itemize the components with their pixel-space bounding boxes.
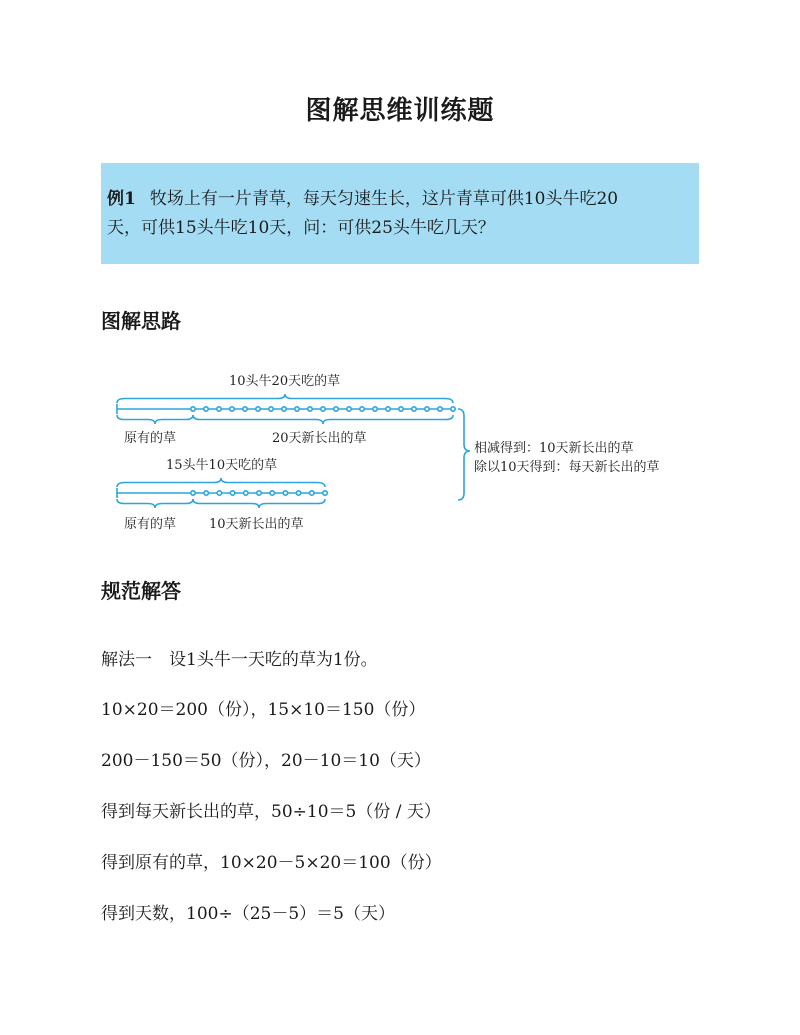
bar2-day-dot [283, 491, 287, 495]
page-title: 图解思维训练题 [305, 96, 495, 126]
bar2-growth-label: 10天新长出的草 [209, 517, 304, 532]
example-label: 例1 [107, 189, 136, 209]
comparison-brace [458, 409, 470, 500]
bar1-day-dot [295, 407, 299, 411]
bar1-day-dot [347, 407, 351, 411]
bar1-day-dot [308, 407, 312, 411]
solution-heading: 规范解答 [101, 579, 181, 603]
solution-line-6: 得到天数，100÷（25－5）＝5（天） [101, 904, 395, 924]
bar2-day-dot [230, 491, 234, 495]
bar2-day-dot [310, 491, 314, 495]
solution-line-5: 得到原有的草，10×20－5×20＝100（份） [101, 853, 442, 873]
bar2-day-dot [257, 491, 261, 495]
example-text-line1: 牧场上有一片青草，每天匀速生长，这片青草可供10头牛吃20 [149, 189, 619, 209]
bar1-day-dot [451, 407, 455, 411]
note-divide: 除以10天得到：每天新长出的草 [474, 460, 660, 475]
bar1-growth-brace [193, 415, 453, 424]
bar1-growth-label: 20天新长出的草 [272, 431, 367, 446]
bar1-day-dot [386, 407, 390, 411]
bar2-day-dot [270, 491, 274, 495]
bar2-day-dot [217, 491, 221, 495]
bar2-original-brace [117, 499, 193, 508]
example-text-line2: 天，可供15头牛吃10天，问：可供25头牛吃几天？ [107, 218, 495, 238]
example-text [107, 185, 695, 243]
note-subtract: 相减得到：10天新长出的草 [474, 441, 634, 456]
bar1-day-dot [243, 407, 247, 411]
bar1-day-dot [217, 407, 221, 411]
bar1-day-dot [438, 407, 442, 411]
solution-line-4: 得到每天新长出的草，50÷10＝5（份 / 天） [101, 802, 441, 822]
bar2-top-brace [117, 478, 325, 487]
bar1-day-dot [191, 407, 195, 411]
bar2-day-dot [296, 491, 300, 495]
solution-line-1: 解法一 设1头牛一天吃的草为1份。 [101, 650, 378, 670]
bar1-original-brace [117, 415, 193, 424]
bar2-day-dot [204, 491, 208, 495]
bar1-day-dot [360, 407, 364, 411]
bar1-day-dot [204, 407, 208, 411]
bar2-day-dot [323, 491, 327, 495]
bar1-day-dot [230, 407, 234, 411]
bar1-day-dot [425, 407, 429, 411]
bar1-day-dot [373, 407, 377, 411]
line-segment-diagram [0, 360, 800, 540]
bar1-day-dot [282, 407, 286, 411]
solution-line-2: 10×20＝200（份），15×10＝150（份） [101, 700, 426, 720]
bar1-day-dot [334, 407, 338, 411]
diagram-heading: 图解思路 [101, 309, 181, 333]
bar2-day-dot [191, 491, 195, 495]
bar1-original-label: 原有的草 [124, 431, 177, 446]
bar2-top-label: 15头牛10天吃的草 [166, 458, 278, 473]
bar1-day-dot [321, 407, 325, 411]
bar1-day-dot [399, 407, 403, 411]
bar2-day-dot [244, 491, 248, 495]
bar1-top-label: 10头牛20天吃的草 [229, 374, 341, 389]
bar1-top-brace [117, 394, 453, 403]
bar2-original-label: 原有的草 [124, 517, 177, 532]
solution-line-3: 200－150＝50（份），20－10＝10（天） [101, 751, 431, 771]
example-box [101, 163, 699, 264]
bar1-day-dot [256, 407, 260, 411]
bar1-day-dot [412, 407, 416, 411]
bar1-day-dot [269, 407, 273, 411]
bar2-growth-brace [193, 499, 325, 508]
